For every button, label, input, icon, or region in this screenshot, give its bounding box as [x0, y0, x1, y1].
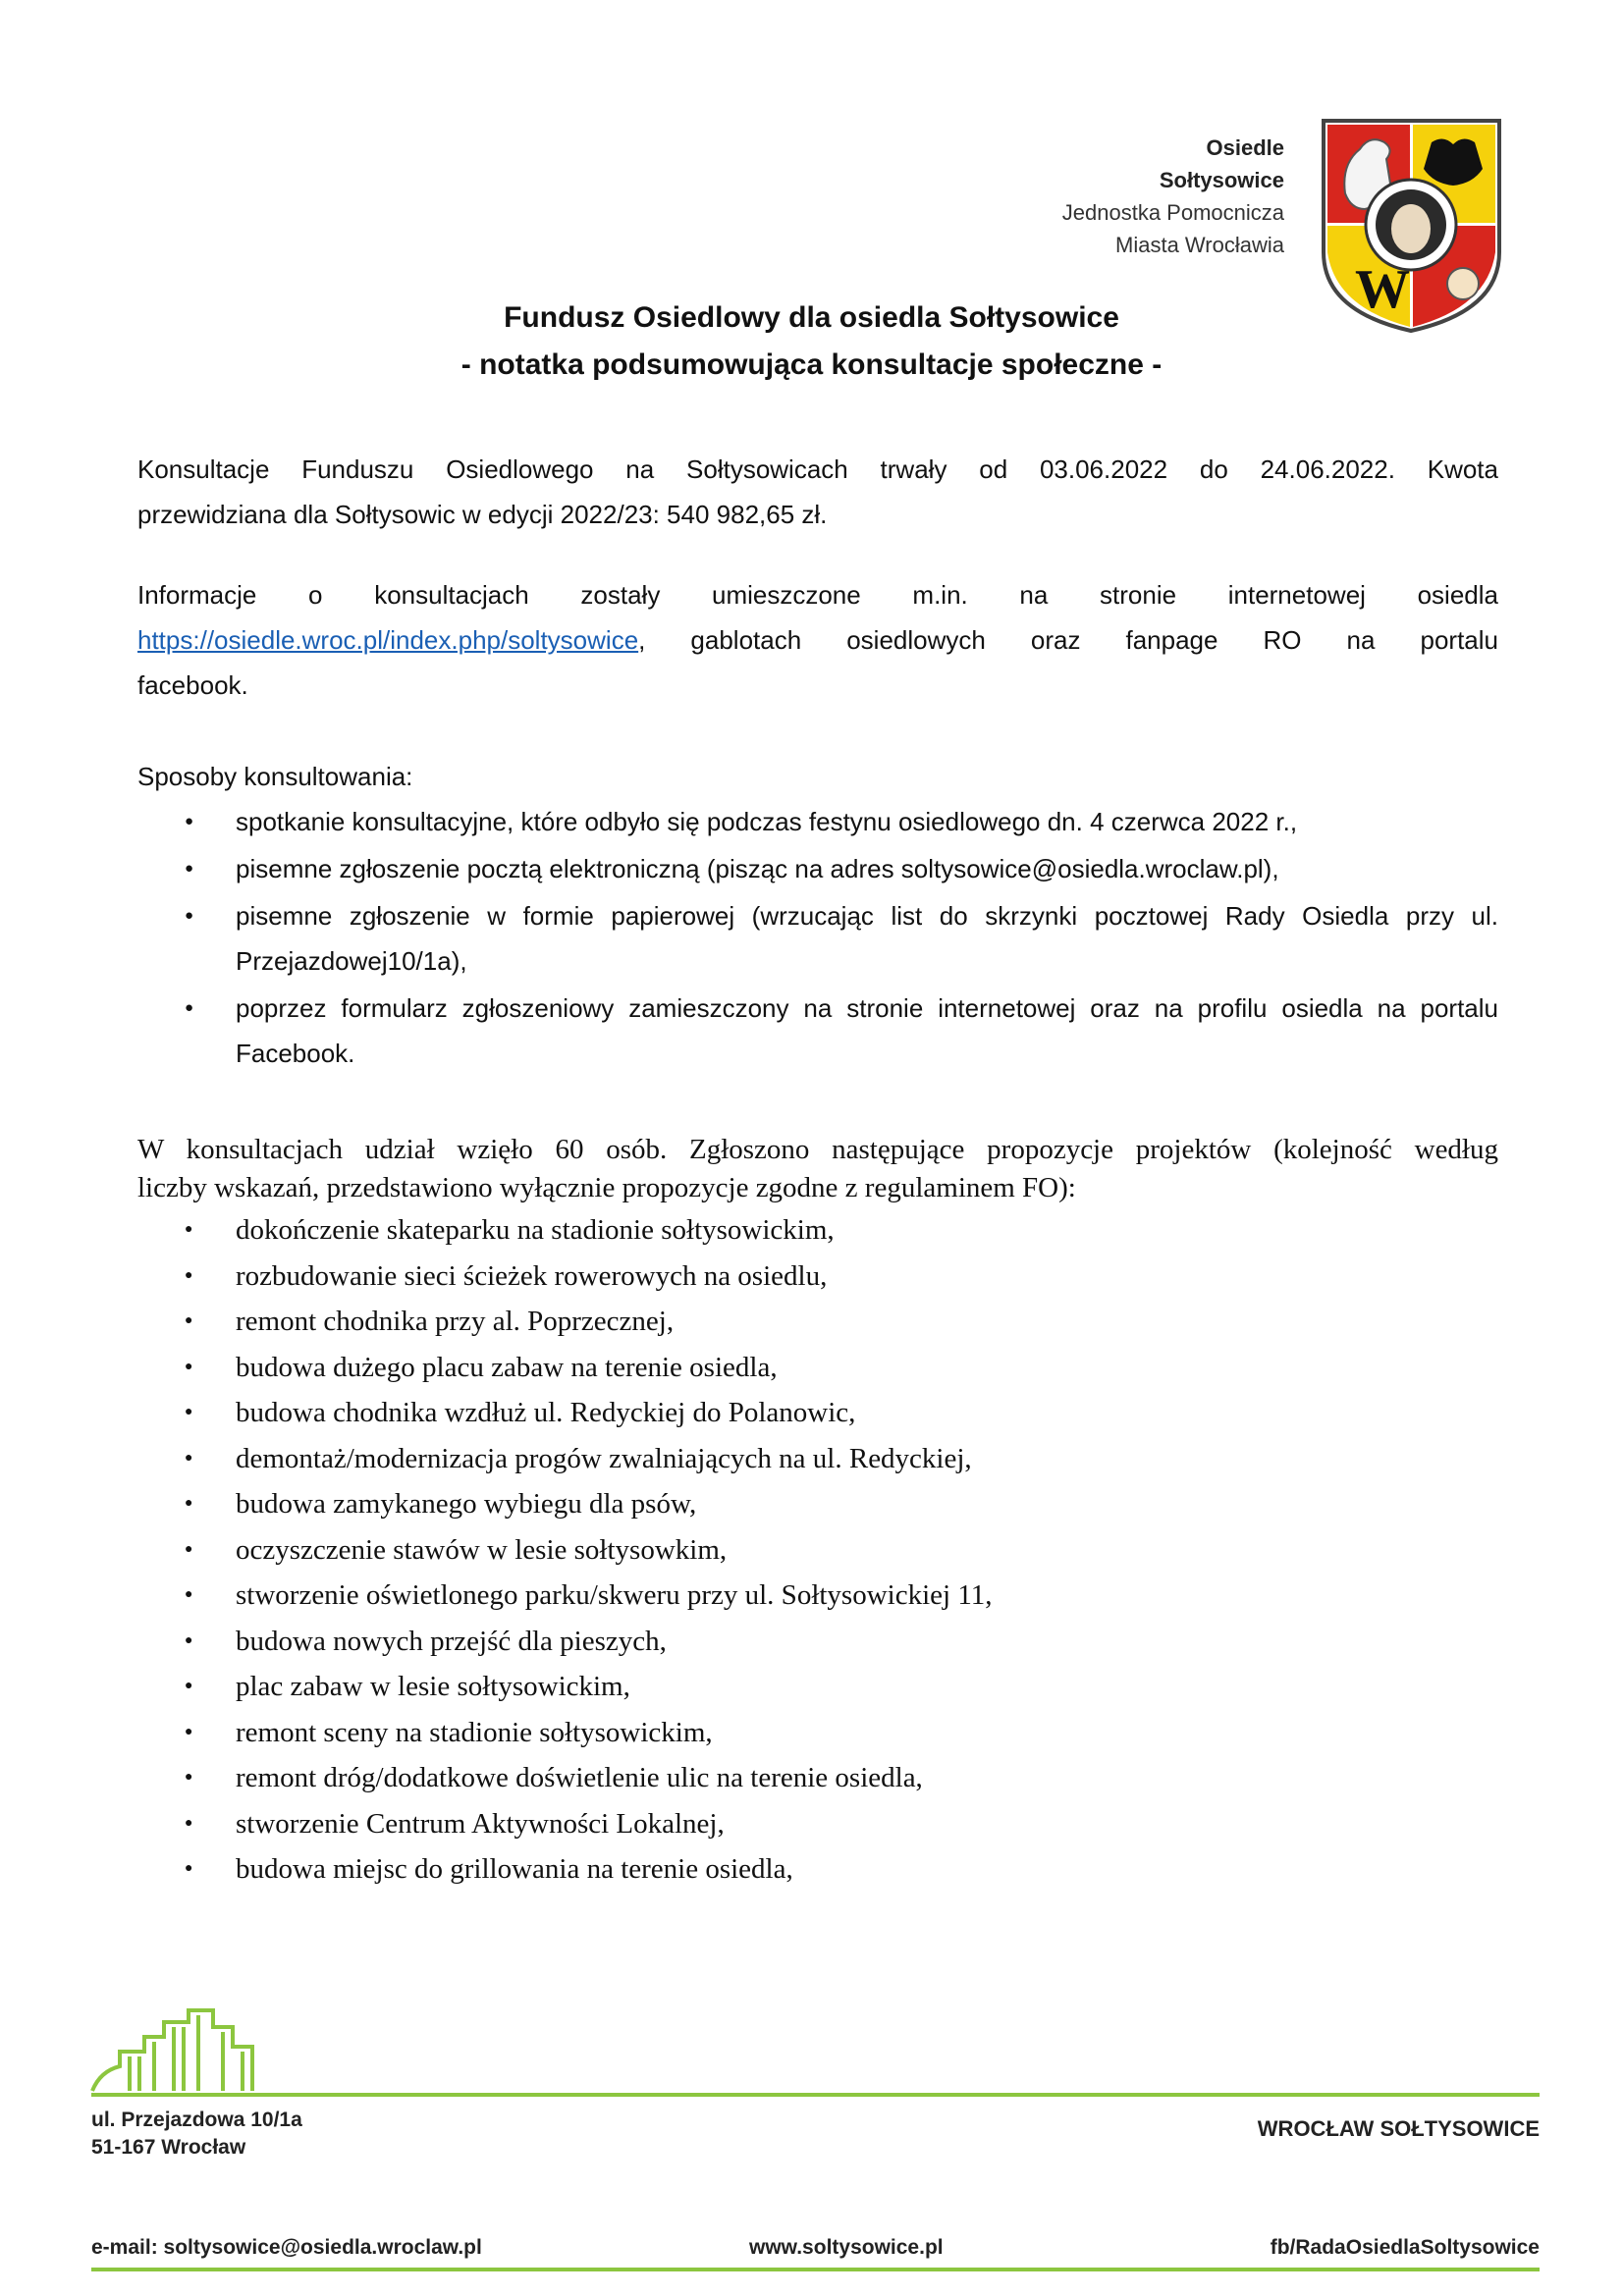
list-item: ● pisemne zgłoszenie pocztą elektroniczną (pisząc na adres soltysowice@osiedla.wroclaw.pl),: [137, 846, 1498, 891]
list-item: ● budowa dużego placu zabaw na terenie osiedla,: [137, 1345, 1498, 1391]
info-line-2: [137, 617, 1498, 663]
list-item: ● remont chodnika przy al. Poprzecznej,: [137, 1299, 1498, 1345]
org-line-2: Sołtysowice: [1159, 168, 1284, 192]
footer-brand: WROCŁAW SOŁTYSOWICE: [1257, 2116, 1540, 2141]
address-line-1: ul. Przejazdowa 10/1a: [91, 2109, 302, 2131]
list-item: ● budowa nowych przejść dla pieszych,: [137, 1619, 1498, 1665]
list-item: ● oczyszczenie stawów w lesie sołtysowkim,: [137, 1527, 1498, 1574]
info-paragraph: [137, 572, 1498, 708]
footer-divider-bottom: [91, 2268, 1540, 2271]
methods-heading: Sposoby konsultowania:: [137, 762, 413, 791]
proposals-intro-line-1: W konsultacjach udział wzięło 60 osób. Zgłoszono następujące propozycje projektów (kolejność według: [137, 1134, 1498, 1165]
list-item: ● pisemne zgłoszenie w formie papierowej (wrzucając list do skrzynki pocztowej Rady Osiedla przy ul. Przejazdowej10/1a),: [137, 893, 1498, 984]
footer-email-link[interactable]: e-mail: soltysowice@osiedla.wroclaw.pl: [91, 2236, 482, 2259]
soltysowice-skyline-logo: [90, 1993, 257, 2096]
list-item: ● dokończenie skateparku na stadionie sołtysowickim,: [137, 1207, 1498, 1254]
footer-website-link[interactable]: www.soltysowice.pl: [749, 2236, 944, 2259]
info-line-2-rest: , gablotach osiedlowych oraz fanpage RO na portalu: [638, 625, 1498, 655]
footer-address: [91, 2107, 302, 2162]
document-title: [0, 294, 1623, 389]
footer-divider-top: [91, 2093, 1540, 2097]
info-line-3: facebook.: [137, 670, 248, 700]
list-item: ● stworzenie Centrum Aktywności Lokalnej,: [137, 1801, 1498, 1847]
list-item: ● remont sceny na stadionie sołtysowickim,: [137, 1710, 1498, 1756]
address-line-2: 51-167 Wrocław: [91, 2136, 246, 2159]
footer-facebook-link[interactable]: fb/RadaOsiedlaSoltysowice: [1270, 2236, 1540, 2259]
methods-section: [137, 754, 1498, 1078]
info-line-1: Informacje o konsultacjach zostały umieszczone m.in. na stronie internetowej osiedla: [137, 580, 1498, 610]
list-item: ● budowa chodnika wzdłuż ul. Redyckiej do Polanowic,: [137, 1390, 1498, 1436]
crest-letter: W: [1355, 259, 1410, 320]
soltysowice-page-link[interactable]: https://osiedle.wroc.pl/index.php/soltysowice: [137, 625, 639, 655]
intro-line-1: Konsultacje Funduszu Osiedlowego na Sołtysowicach trwały od 03.06.2022 do 24.06.2022. Kwota: [137, 454, 1498, 484]
list-item: ● demontaż/modernizacja progów zwalniających na ul. Redyckiej,: [137, 1436, 1498, 1482]
list-item: ● stworzenie oświetlonego parku/skweru przy ul. Sołtysowickiej 11,: [137, 1573, 1498, 1619]
list-item: ● remont dróg/dodatkowe doświetlenie ulic na terenie osiedla,: [137, 1755, 1498, 1801]
org-line-1: Osiedle: [1206, 135, 1284, 160]
list-item: ● poprzez formularz zgłoszeniowy zamieszczony na stronie internetowej oraz na profilu osiedla na portalu Facebook.: [137, 986, 1498, 1076]
methods-list: [137, 799, 1498, 1076]
proposals-list: [137, 1207, 1498, 1893]
proposals-section: [137, 1131, 1498, 1893]
list-item: ● budowa zamykanego wybiegu dla psów,: [137, 1481, 1498, 1527]
list-item: ● spotkanie konsultacyjne, które odbyło się podczas festynu osiedlowego dn. 4 czerwca 2022 r.,: [137, 799, 1498, 844]
list-item: ● rozbudowanie sieci ścieżek rowerowych na osiedlu,: [137, 1254, 1498, 1300]
intro-line-2: przewidziana dla Sołtysowic w edycji 2022/23: 540 982,65 zł.: [137, 500, 828, 529]
org-line-4: Miasta Wrocławia: [1115, 233, 1284, 257]
intro-paragraph: [137, 447, 1498, 537]
list-item: ● budowa miejsc do grillowania na terenie osiedla,: [137, 1846, 1498, 1893]
list-item: ● plac zabaw w lesie sołtysowickim,: [137, 1664, 1498, 1710]
organization-name: [1062, 132, 1284, 261]
org-line-3: Jednostka Pomocnicza: [1061, 200, 1284, 225]
proposals-intro-line-2: liczby wskazań, przedstawiono wyłącznie propozycje zgodne z regulaminem FO):: [137, 1172, 1076, 1203]
title-line-2: - notatka podsumowująca konsultacje społeczne -: [460, 348, 1163, 381]
title-line-1: Fundusz Osiedlowy dla osiedla Sołtysowice: [504, 301, 1119, 334]
